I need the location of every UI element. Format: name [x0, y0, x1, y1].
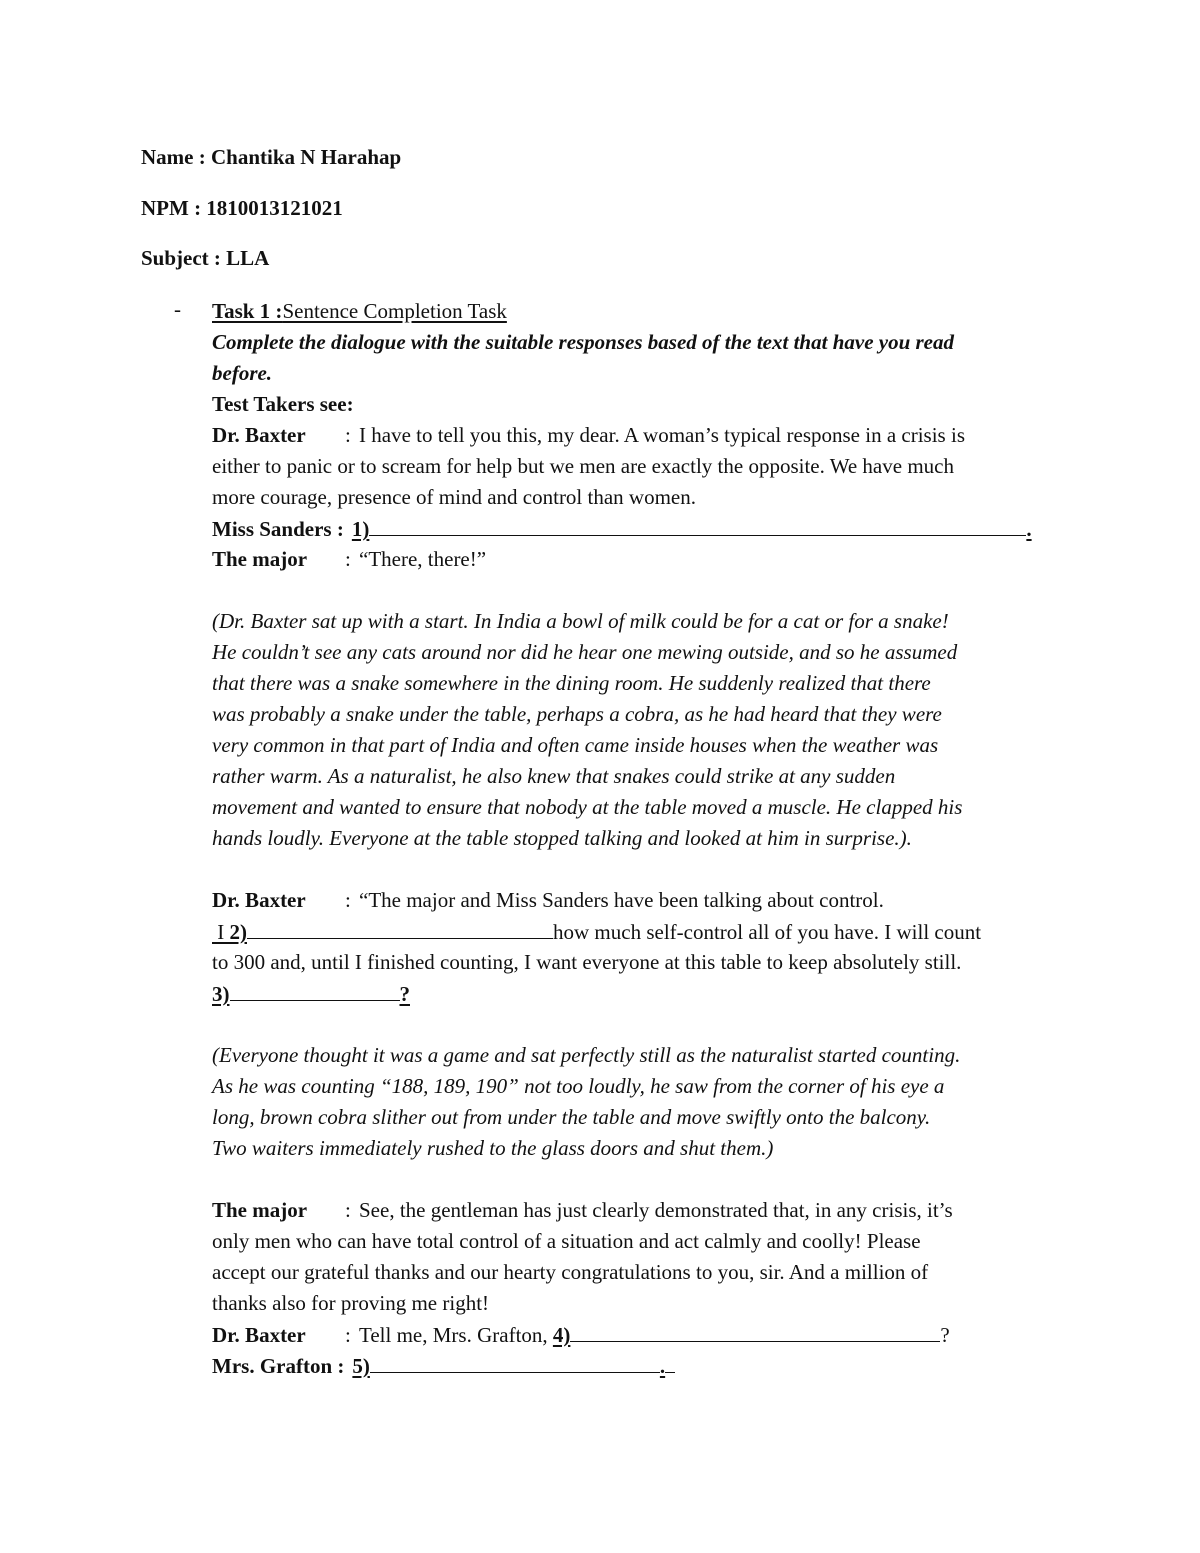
spacer	[212, 1164, 1072, 1195]
student-npm: NPM : 1810013121021	[141, 196, 343, 220]
dialogue-major-2	[212, 1195, 1072, 1226]
task-bullet: -	[174, 297, 181, 321]
narration-line: very common in that part of India and often came inside houses when the weather was	[212, 733, 939, 757]
narration-line: hands loudly. Everyone at the table stopped talking and looked at him in surprise.).	[212, 826, 912, 850]
dialogue-baxter-2-line-4	[212, 978, 1072, 1009]
speaker-label: Dr. Baxter	[212, 423, 306, 447]
narration-line: As he was counting “188, 189, 190” not too loudly, he saw from the corner of his eye a	[212, 1074, 945, 1098]
speaker-colon: :	[345, 1323, 351, 1347]
spacer	[212, 575, 1072, 606]
answer-blank-1[interactable]	[369, 513, 1026, 536]
narration-line: He couldn’t see any cats around nor did he hear one mewing outside, and so he assumed	[212, 640, 958, 664]
dialogue-text: I have to tell you this, my dear. A woman’s typical response in a crisis is	[359, 423, 965, 447]
dialogue-sanders	[212, 513, 1072, 544]
narration-line: long, brown cobra slither out from under the table and move swiftly onto the balcony.	[212, 1105, 931, 1129]
dialogue-text-line: accept our grateful thanks and our hearty congratulations to you, sir. And a million of	[212, 1260, 929, 1284]
narration-line: movement and wanted to ensure that nobody at the table moved a muscle. He clapped his	[212, 795, 963, 819]
dialogue-text-line: more courage, presence of mind and control than women.	[212, 485, 696, 509]
answer-blank-3[interactable]	[230, 978, 400, 1001]
dialogue-text: “The major and Miss Sanders have been talking about control.	[359, 888, 884, 912]
dialogue-text: See, the gentleman has just clearly demonstrated that, in any crisis, it’s	[359, 1198, 953, 1222]
speaker-label: The major	[212, 547, 308, 571]
dialogue-text-line: thanks also for proving me right!	[212, 1291, 490, 1315]
answer-blank-5-tail	[665, 1350, 675, 1373]
instruction-line-1: Complete the dialogue with the suitable responses based of the text that have you read	[212, 330, 955, 354]
speaker-colon: :	[345, 547, 351, 571]
dialogue-baxter-2	[212, 885, 1072, 916]
dialogue-grafton	[212, 1350, 1072, 1381]
answer-question-mark: ?	[399, 982, 410, 1006]
speaker-label: The major	[212, 1198, 308, 1222]
dialogue-baxter-1	[212, 420, 1072, 451]
answer-number-2: 2)	[229, 920, 247, 944]
spacer	[212, 854, 1072, 885]
answer-number-5: 5)	[352, 1354, 370, 1378]
answer-blank-4[interactable]	[570, 1319, 940, 1342]
task-title-text: Sentence Completion Task	[282, 299, 507, 323]
answer-blank-2[interactable]	[247, 916, 553, 939]
instruction-line-2: before.	[212, 361, 273, 385]
answer-question-mark: ?	[940, 1323, 950, 1347]
narration-line: (Everyone thought it was a game and sat perfectly still as the naturalist started counting.	[212, 1043, 961, 1067]
answer-number-3: 3)	[212, 982, 230, 1006]
dialogue-text-line: to 300 and, until I finished counting, I want everyone at this table to keep absolutely still.	[212, 950, 962, 974]
speaker-colon: :	[345, 423, 351, 447]
test-takers-heading: Test Takers see:	[212, 392, 354, 416]
dialogue-baxter-3	[212, 1319, 1072, 1350]
dialogue-baxter-2-line-2	[212, 916, 1072, 947]
speaker-colon: :	[345, 1198, 351, 1222]
speaker-label: Dr. Baxter	[212, 888, 306, 912]
student-name: Name : Chantika N Harahap	[141, 145, 402, 169]
spacer	[212, 1009, 1072, 1040]
answer-blank-5[interactable]	[370, 1350, 660, 1373]
task-title	[212, 296, 1072, 327]
speaker-label: Mrs. Grafton :	[212, 1354, 345, 1378]
narration-line: Two waiters immediately rushed to the glass doors and shut them.)	[212, 1136, 774, 1160]
dialogue-text: how much self-control all of you have. I will count	[553, 920, 982, 944]
task-title-label: Task 1 :	[212, 299, 283, 323]
narration-line: (Dr. Baxter sat up with a start. In India a bowl of milk could be for a cat or for a snake!	[212, 609, 949, 633]
speaker-colon: :	[345, 888, 351, 912]
dialogue-text-line: either to panic or to scream for help but we men are exactly the opposite. We have much	[212, 454, 954, 478]
speaker-label: Miss Sanders :	[212, 517, 344, 541]
subject: Subject : LLA	[141, 246, 270, 270]
answer-end: .	[659, 1354, 666, 1378]
dialogue-text-line: only men who can have total control of a situation and act calmly and coolly! Please	[212, 1229, 921, 1253]
narration-line: was probably a snake under the table, perhaps a cobra, as he had heard that they were	[212, 702, 942, 726]
dialogue-text: Tell me, Mrs. Grafton,	[359, 1323, 548, 1347]
answer-end: .	[1026, 517, 1032, 541]
answer-number-4: 4)	[552, 1323, 571, 1347]
answer-number-1: 1)	[351, 517, 370, 541]
narration-line: that there was a snake somewhere in the dining room. He suddenly realized that there	[212, 671, 931, 695]
narration-line: rather warm. As a naturalist, he also knew that snakes could strike at any sudden	[212, 764, 896, 788]
dialogue-text: “There, there!”	[359, 547, 487, 571]
task-body	[212, 296, 1072, 1381]
pronoun-i: I	[212, 920, 230, 944]
speaker-label: Dr. Baxter	[212, 1323, 306, 1347]
dialogue-major-1	[212, 544, 1072, 575]
